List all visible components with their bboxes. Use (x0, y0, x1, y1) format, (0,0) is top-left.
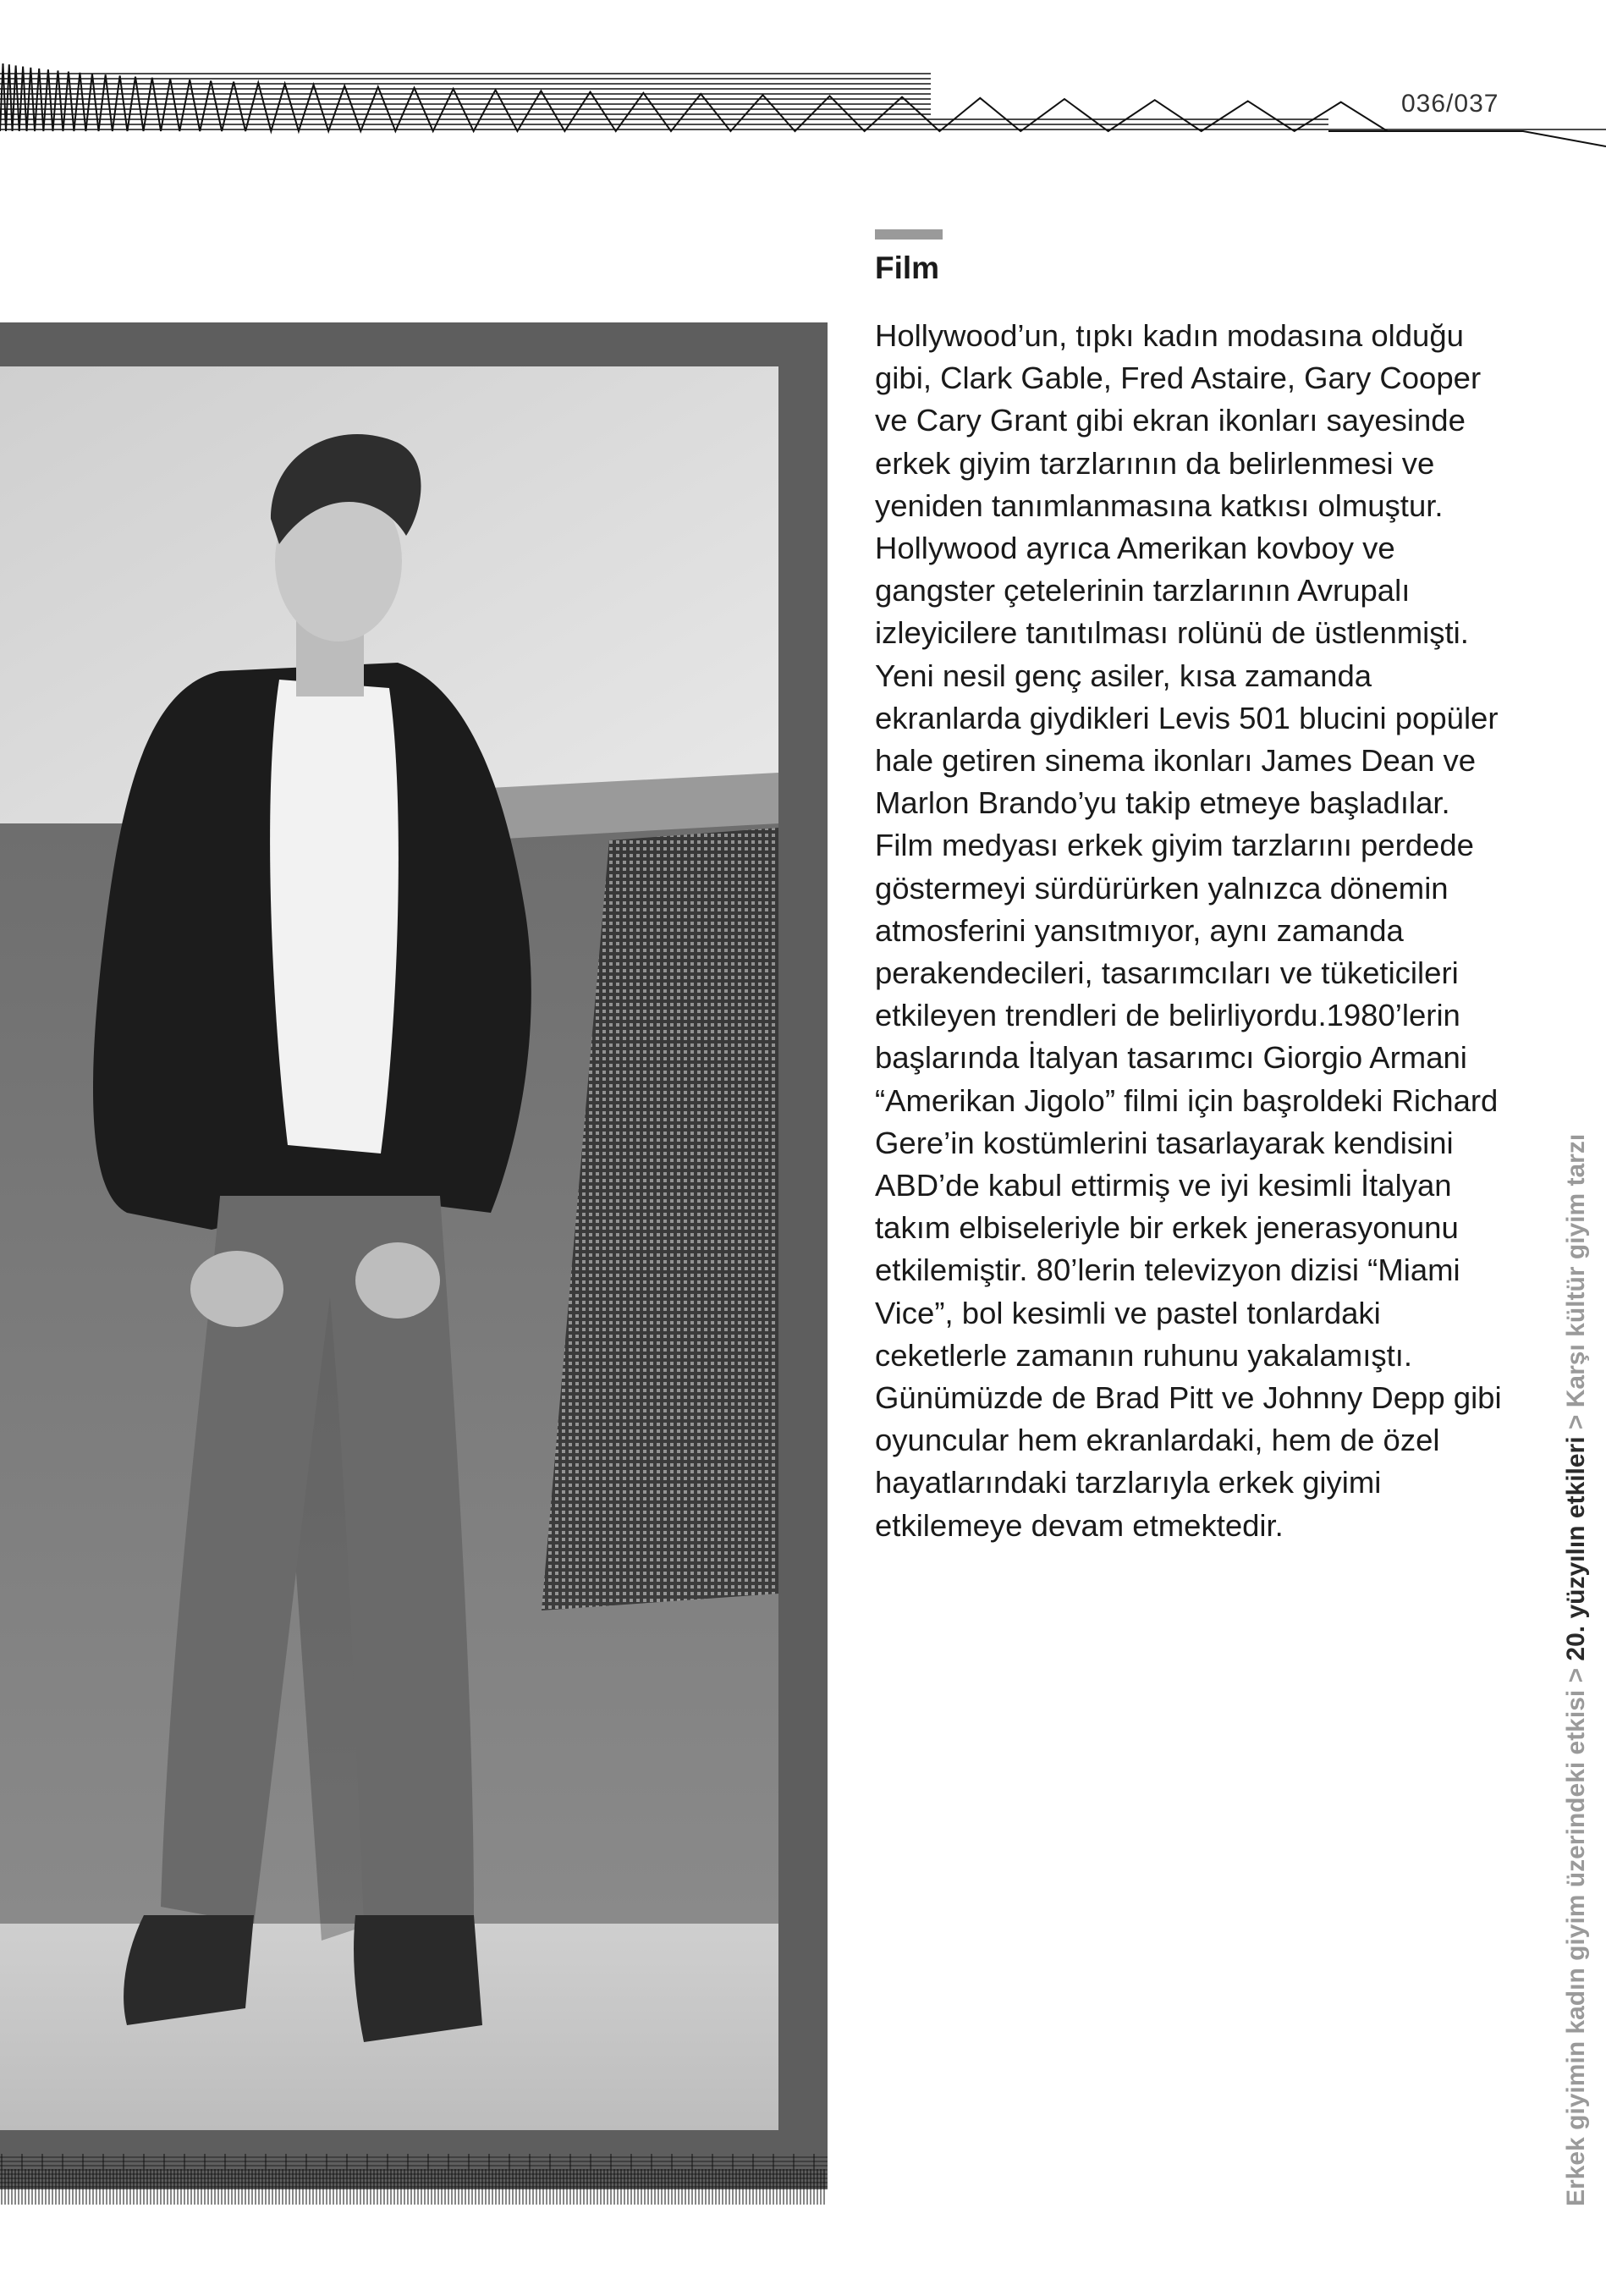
breadcrumb-separator: > (1562, 1407, 1590, 1437)
page-number: 036/037 (1401, 90, 1499, 118)
breadcrumb-item: Erkek giyimin kadın giyim üzerindeki etkisi (1562, 1689, 1590, 2206)
breadcrumb-item: Karşı kültür giyim tarzı (1562, 1133, 1590, 1408)
footer-line-pattern (0, 2154, 828, 2205)
section-heading: Film (875, 251, 940, 285)
header-pattern-stroke (1328, 131, 1606, 146)
breadcrumb-item-current: 20. yüzyılın etkileri (1562, 1436, 1590, 1661)
photo-illustration (0, 366, 778, 2130)
body-paragraph: Hollywood’un, tıpkı kadın modasına olduğu gibi, Clark Gable, Fred Astaire, Gary Cooper ve Cary Grant gibi ekran ikonları sayesinde erkek giyim tarzlarının da belirlenmesi ve yeniden tanımlanmasına katkısı olmuştur. Hollywood ayrıca Amerikan kovboy ve gangster çetelerinin tarzlarının Avrupalı izleyicilere tanıtılması rolünü de üstlenmişti. Yeni nesil genç asiler, kısa zamanda ekranlarda giydikleri Levis 501 blucini popüler hale getiren sinema ikonları James Dean ve Marlon Brando’yu takip etmeye başladılar. Film medyası erkek giyim tarzlarını perdede göstermeyi sürdürürken yalnızca dönemin atmosferini yansıtmıyor, aynı zamanda perakendecileri, tasarımcıları ve tüketicileri etkileyen trendleri de belirliyordu.1980’lerin başlarında İtalyan tasarımcı Giorgio Armani “Amerikan Jigolo” filmi için başroldeki Richard Gere’in kostümlerini tasarlayarak kendisini ABD’de kabul ettirmiş ve iyi kesimli İtalyan takım elbiseleriyle bir erkek jenerasyonunu etkilemiştir. 80’lerin televizyon dizisi “Miami Vice”, bol kesimli ve pastel tonlardaki ceketlerle zamanın ruhunu yakalamıştı. Günümüzde de Brad Pitt ve Johnny Depp gibi oyuncular hem ekranlardaki, hem de özel hayatlarındaki tarzlarıyla erkek giyimi etkilemeye devam etmektedir. (875, 318, 1502, 1543)
photo (0, 366, 778, 2130)
breadcrumb-separator: > (1562, 1660, 1590, 1690)
header-line-pattern (0, 47, 1606, 165)
breadcrumb (1562, 1134, 1591, 2206)
section-rule (875, 229, 943, 240)
